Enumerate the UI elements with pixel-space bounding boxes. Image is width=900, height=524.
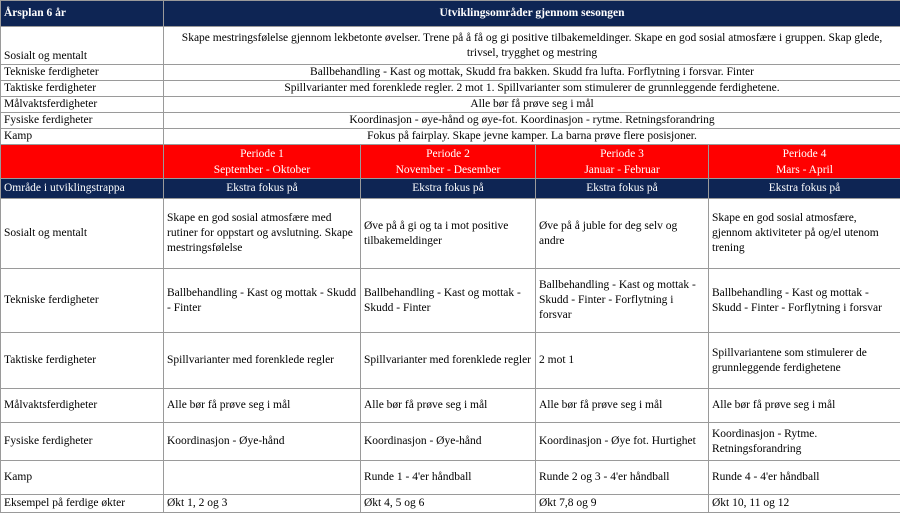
plan-cell: Alle bør få prøve seg i mål <box>536 389 709 423</box>
plan-cell: Spillvariantene som stimulerer de grunnleggende ferdighetene <box>709 333 900 389</box>
plan-cell: Spillvarianter med forenklede regler <box>361 333 536 389</box>
row-label: Sosialt og mentalt <box>1 199 164 269</box>
period-name: Periode 1 <box>240 147 284 160</box>
plan-cell: Økt 4, 5 og 6 <box>361 495 536 513</box>
period-months: Januar - Februar <box>584 163 660 176</box>
plan-cell: Runde 4 - 4'er håndball <box>709 461 900 495</box>
plan-cell: Alle bør få prøve seg i mål <box>361 389 536 423</box>
plan-cell: Ballbehandling - Kast og mottak - Skudd - Finter - Forflytning i forsvar <box>536 269 709 333</box>
plan-cell: Ballbehandling - Kast og mottak - Skudd - Finter <box>361 269 536 333</box>
area-header: Område i utviklingstrappa <box>1 179 164 199</box>
period-name: Periode 2 <box>426 147 470 160</box>
focus-header: Ekstra fokus på <box>709 179 900 199</box>
plan-cell: Koordinasjon - Øye fot. Hurtighet <box>536 423 709 461</box>
period-header-blank <box>1 145 164 179</box>
focus-header: Ekstra fokus på <box>536 179 709 199</box>
row-label: Taktiske ferdigheter <box>1 333 164 389</box>
plan-cell <box>164 461 361 495</box>
period-name: Periode 4 <box>782 147 827 160</box>
plan-cell: Runde 2 og 3 - 4'er håndball <box>536 461 709 495</box>
row-label: Eksempel på ferdige økter <box>1 495 164 513</box>
season-row-label: Tekniske ferdigheter <box>1 65 164 81</box>
plan-cell: Skape en god sosial atmosfære med rutiner for oppstart og avslutning. Skape mestringsfølelse <box>164 199 361 269</box>
plan-cell: Ballbehandling - Kast og mottak - Skudd - Finter - Forflytning i forsvar <box>709 269 900 333</box>
season-row-label: Kamp <box>1 129 164 145</box>
plan-cell: Runde 1 - 4'er håndball <box>361 461 536 495</box>
season-row-text: Alle bør få prøve seg i mål <box>164 97 900 113</box>
period-months: November - Desember <box>395 163 501 176</box>
period-name: Periode 3 <box>600 147 644 160</box>
season-row-text: Fokus på fairplay. Skape jevne kamper. La barna prøve flere posisjoner. <box>164 129 900 145</box>
season-row-text: Koordinasjon - øye-hånd og øye-fot. Koordinasjon - rytme. Retningsforandring <box>164 113 900 129</box>
season-row-text: Ballbehandling - Kast og mottak, Skudd fra bakken. Skudd fra lufta. Forflytning i forsvar. Finter <box>164 65 900 81</box>
plan-cell: Koordinasjon - Rytme. Retningsforandring <box>709 423 900 461</box>
plan-cell: Økt 1, 2 og 3 <box>164 495 361 513</box>
plan-cell: Skape en god sosial atmosfære, gjennom aktiviteter på og/el utenom trening <box>709 199 900 269</box>
row-label: Kamp <box>1 461 164 495</box>
plan-cell: Øve på å juble for deg selv og andre <box>536 199 709 269</box>
plan-cell: Koordinasjon - Øye-hånd <box>361 423 536 461</box>
period-4-header <box>709 145 900 179</box>
plan-title: Årsplan 6 år <box>1 1 164 27</box>
plan-cell: 2 mot 1 <box>536 333 709 389</box>
period-months: Mars - April <box>776 163 833 176</box>
period-1-header <box>164 145 361 179</box>
period-2-header <box>361 145 536 179</box>
season-row-label: Målvaktsferdigheter <box>1 97 164 113</box>
season-header: Utviklingsområder gjennom sesongen <box>164 1 900 27</box>
row-label: Fysiske ferdigheter <box>1 423 164 461</box>
period-months: September - Oktober <box>213 163 311 176</box>
period-3-header <box>536 145 709 179</box>
season-row-label: Sosialt og mentalt <box>1 27 164 65</box>
plan-cell: Ballbehandling - Kast og mottak - Skudd - Finter <box>164 269 361 333</box>
row-label: Målvaktsferdigheter <box>1 389 164 423</box>
season-row-text: Skape mestringsfølelse gjennom lekbetonte øvelser. Trene på å få og gi positive tilbakemeldinger. Skape en god sosial atmosfære i gruppen. Skap glede, trivsel, trygghet og mestring <box>164 27 900 65</box>
season-row-label: Fysiske ferdigheter <box>1 113 164 129</box>
plan-cell: Økt 10, 11 og 12 <box>709 495 900 513</box>
season-row-label: Taktiske ferdigheter <box>1 81 164 97</box>
plan-cell: Koordinasjon - Øye-hånd <box>164 423 361 461</box>
plan-cell: Alle bør få prøve seg i mål <box>709 389 900 423</box>
plan-cell: Økt 7,8 og 9 <box>536 495 709 513</box>
row-label: Tekniske ferdigheter <box>1 269 164 333</box>
plan-cell: Øve på å gi og ta i mot positive tilbakemeldinger <box>361 199 536 269</box>
focus-header: Ekstra fokus på <box>164 179 361 199</box>
plan-cell: Alle bør få prøve seg i mål <box>164 389 361 423</box>
season-row-text: Spillvarianter med forenklede regler. 2 mot 1. Spillvarianter som stimulerer de grunnleggende ferdighetene. <box>164 81 900 97</box>
focus-header: Ekstra fokus på <box>361 179 536 199</box>
plan-cell: Spillvarianter med forenklede regler <box>164 333 361 389</box>
